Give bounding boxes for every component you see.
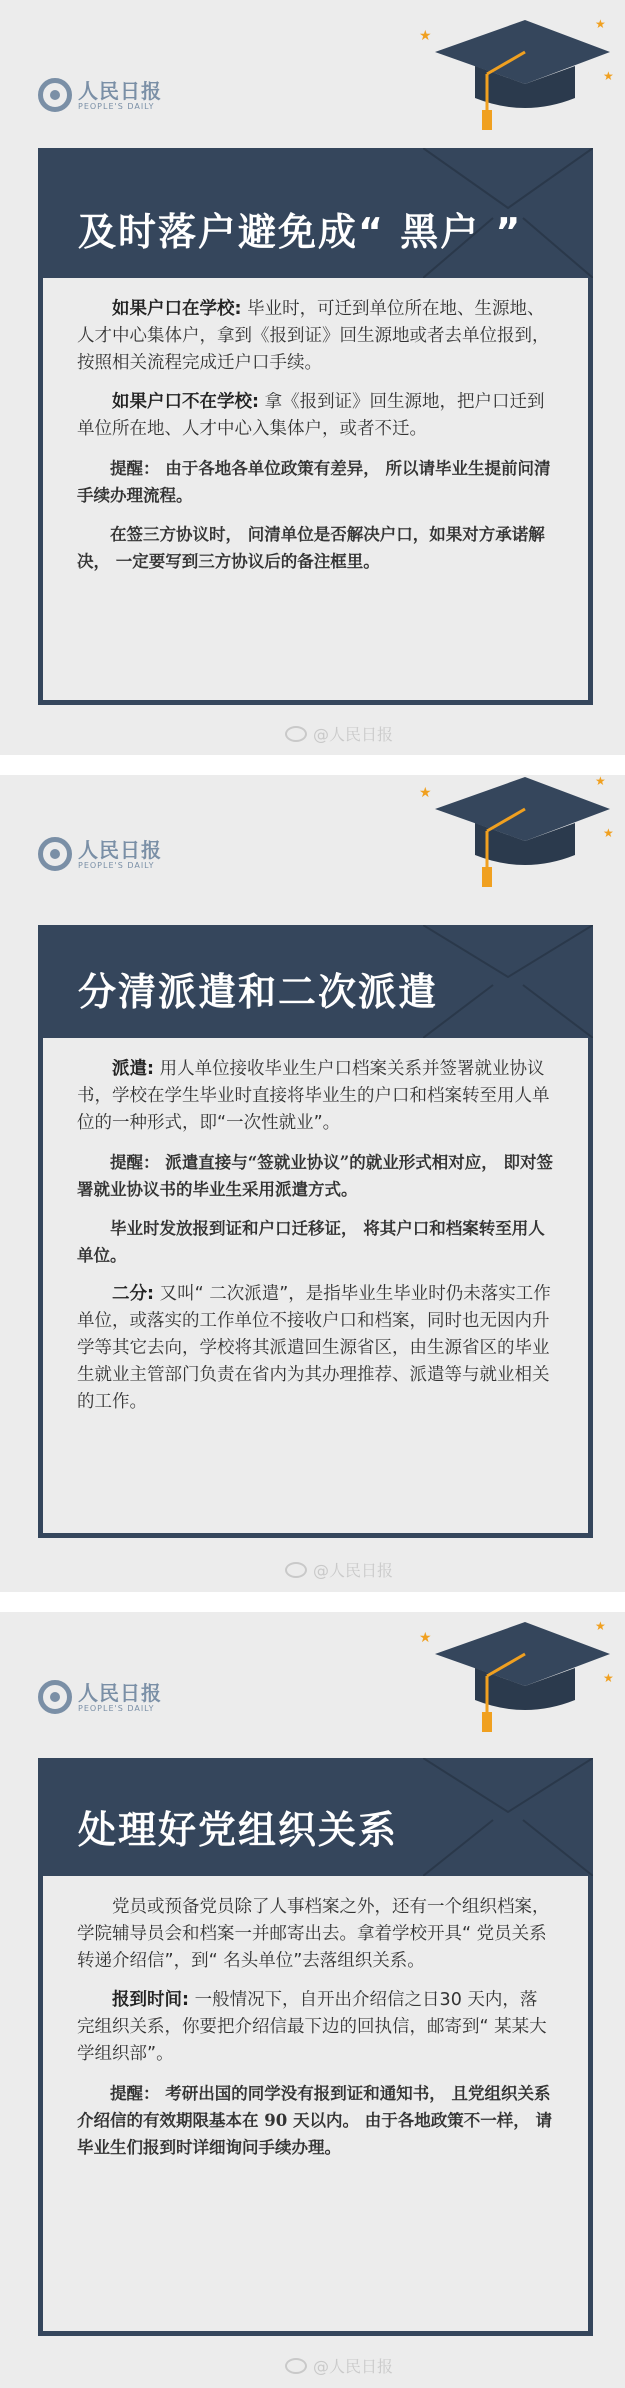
svg-text:★: ★ xyxy=(419,785,432,801)
weibo-watermark: @人民日报 xyxy=(285,1558,393,1581)
logo-english: PEOPLE'S DAILY xyxy=(78,101,155,111)
at-logo-icon xyxy=(38,78,72,112)
note: 毕业时发放报到证和户口迁移证， 将其户口和档案转至用人单位。 xyxy=(77,1219,545,1265)
paragraph: 报到时间: 一般情况下，自开出介绍信之日30 天内，落完组织关系，你要把介绍信最下边的回执信，邮寄到“ 某某大学组织部”。 xyxy=(77,1990,547,2064)
note: 提醒： 考研出国的同学没有报到证和通知书， 且党组织关系介绍信的有效期限基本在 90 天以内。 由于各地政策不一样， 请毕业生们报到时详细询问手续办理。 xyxy=(77,2084,552,2157)
envelope-decoration-icon xyxy=(423,1758,593,1876)
weibo-icon xyxy=(285,726,307,742)
separator xyxy=(0,1592,625,1612)
at-logo-icon xyxy=(38,837,72,871)
logo-name: 人民日报 xyxy=(78,837,162,862)
title-banner xyxy=(38,148,593,278)
graduation-cap-icon xyxy=(415,775,615,887)
paragraph: 二分: 又叫“ 二次派遣”，是指毕业生毕业时仍未落实工作单位，或落实的工作单位不接收户口和档案，同时也无因内升学等其它去向，学校将其派遣回生源省区，由生源省区的毕业生就业主管部门负责在省内为其办理推荐、派遣等与就业相关的工作。 xyxy=(77,1284,551,1412)
separator xyxy=(0,755,625,775)
title-banner xyxy=(38,925,593,1038)
paragraph: 如果户口在学校: 毕业时，可迁到单位所在地、生源地、人才中心集体户，拿到《报到证》回生源地或者去单位报到，按照相关流程完成迁户口手续。 xyxy=(77,299,550,373)
section-body xyxy=(38,1876,593,2336)
note: 提醒： 由于各地各单位政策有差异， 所以请毕业生提前问清手续办理流程。 xyxy=(77,459,551,505)
paragraph: 党员或预备党员除了人事档案之外，还有一个组织档案，学院辅导员会和档案一并邮寄出去。拿着学校开具“ 党员关系转递介绍信”，到“ 名头单位”去落组织关系。 xyxy=(77,1897,550,1971)
svg-text:★: ★ xyxy=(603,826,614,840)
graduation-cap-icon xyxy=(415,1612,615,1732)
logo-english: PEOPLE'S DAILY xyxy=(78,1703,155,1713)
weibo-watermark: @人民日报 xyxy=(285,2354,393,2377)
logo-english: PEOPLE'S DAILY xyxy=(78,860,155,870)
svg-text:★: ★ xyxy=(595,774,606,788)
people-daily-logo xyxy=(38,1680,162,1714)
logo-name: 人民日报 xyxy=(78,1680,162,1705)
at-logo-icon xyxy=(38,1680,72,1714)
weibo-watermark: @人民日报 xyxy=(285,722,393,745)
people-daily-logo xyxy=(38,78,162,112)
section-title: 分清派遣和二次派遣 xyxy=(78,970,439,1014)
weibo-icon xyxy=(285,2358,307,2374)
note: 提醒： 派遣直接与“签就业协议”的就业形式相对应， 即对签署就业协议书的毕业生采用派遣方式。 xyxy=(77,1153,553,1199)
section-card-3 xyxy=(0,1612,625,2388)
section-title: 及时落户避免成“ 黑户 ” xyxy=(78,210,523,254)
svg-text:★: ★ xyxy=(595,17,606,31)
svg-text:★: ★ xyxy=(419,28,432,44)
graduation-cap-icon xyxy=(415,10,615,130)
paragraph: 派遣: 用人单位接收毕业生户口档案关系并签署就业协议书，学校在学生毕业时直接将毕业生的户口和档案转至用人单位的一种形式，即“一次性就业”。 xyxy=(77,1059,550,1133)
envelope-decoration-icon xyxy=(423,925,593,1038)
section-card-2 xyxy=(0,775,625,1592)
svg-text:★: ★ xyxy=(603,1671,614,1685)
title-banner xyxy=(38,1758,593,1876)
svg-text:★: ★ xyxy=(419,1630,432,1646)
section-card-1 xyxy=(0,0,625,755)
logo-name: 人民日报 xyxy=(78,78,162,103)
weibo-icon xyxy=(285,1562,307,1578)
section-title: 处理好党组织关系 xyxy=(78,1808,399,1852)
section-body xyxy=(38,1038,593,1538)
paragraph: 如果户口不在学校: 拿《报到证》回生源地，把户口迁到单位所在地、人才中心入集体户，或者不迁。 xyxy=(77,392,545,439)
section-body xyxy=(38,278,593,705)
people-daily-logo xyxy=(38,837,162,871)
svg-text:★: ★ xyxy=(595,1619,606,1633)
svg-text:★: ★ xyxy=(603,69,614,83)
note: 在签三方协议时， 问清单位是否解决户口，如果对方承诺解决， 一定要写到三方协议后的备注框里。 xyxy=(77,525,545,571)
